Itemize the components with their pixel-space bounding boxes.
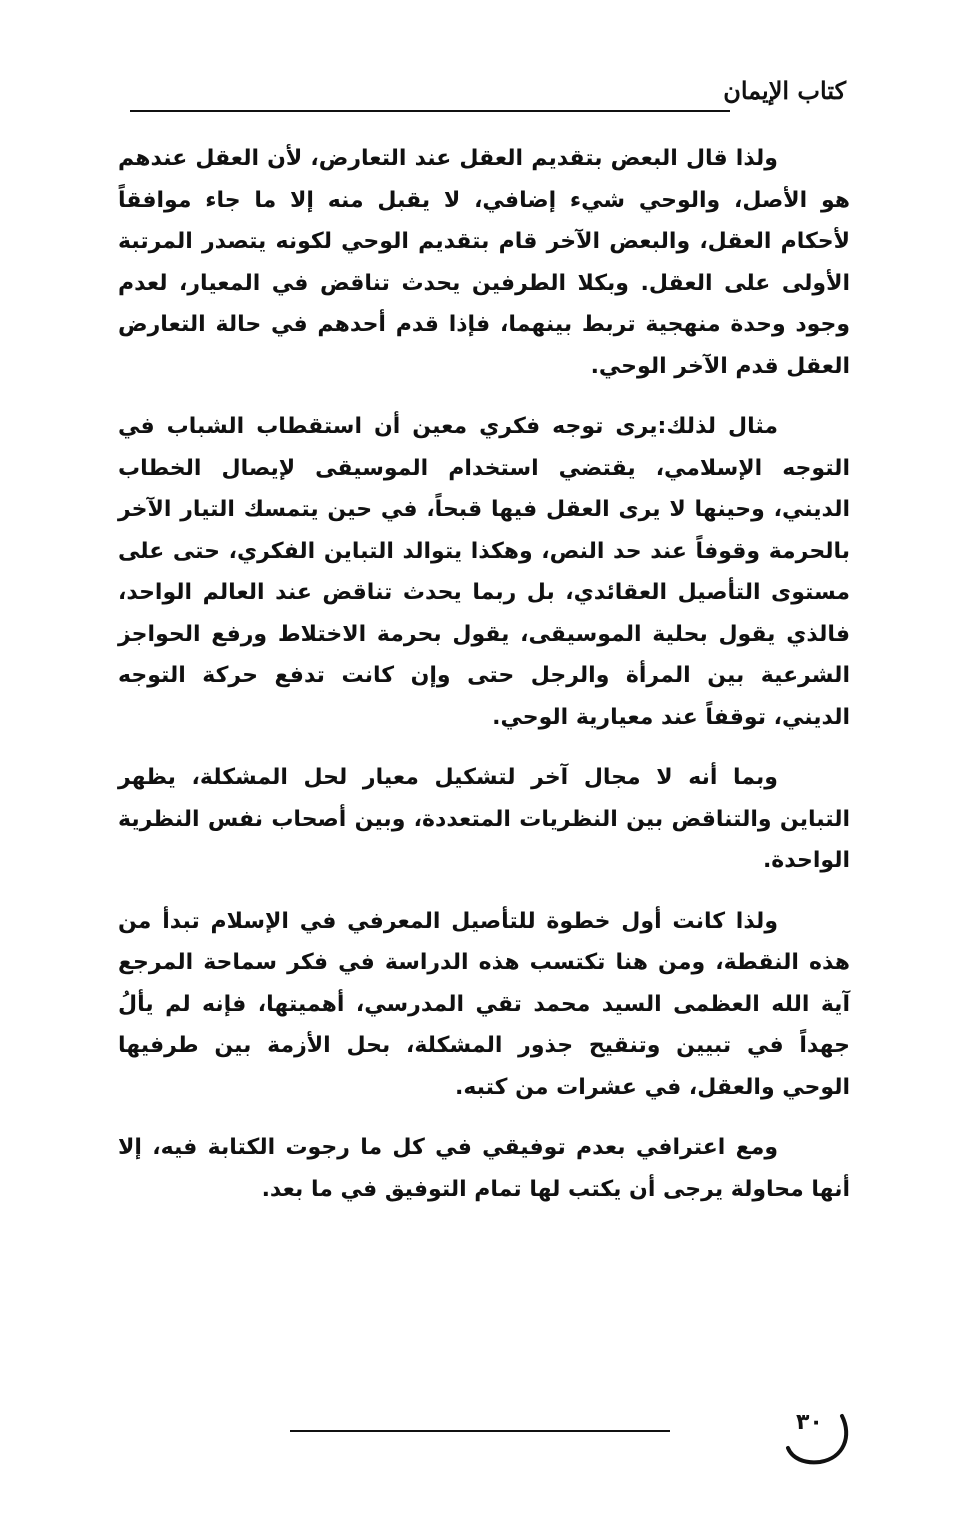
paragraph-2: مثال لذلك:يرى توجه فكري معين أن استقطاب الشباب في التوجه الإسلامي، يقتضي استخدام الموسيقى لإيصال الخطاب الديني، وحينها لا يرى العقل فيها قبحاً، في حين يتمسك التيار الآخر بالحرمة وقوفاً عند حد النص، وهكذا يتوالد التباين الفكري، حتى على مستوى التأصيل العقائدي، بل ربما يحدث تناقض عند العالم الواحد، فالذي يقول بحلية الموسيقى، يقول بحرمة الاختلاط ورفع الحواجز الشرعية بين المرأة والرجل حتى وإن كانت تدفع حركة التوجه الديني، توقفاً عند معيارية الوحي. — [118, 414, 850, 730]
page-number-block — [782, 1408, 854, 1472]
footer-rule — [290, 1430, 670, 1432]
paragraph-3: وبما أنه لا مجال آخر لتشكيل معيار لحل المشكلة، يظهر التباين والتناقض بين النظريات المتعددة، وبين أصحاب نفس النظرية الواحدة. — [118, 765, 850, 873]
paragraph-5: ومع اعترافي بعدم توفيقي في كل ما رجوت الكتابة فيه، إلا أنها محاولة يرجى أن يكتب لها تمام التوفيق في ما بعد. — [118, 1135, 850, 1202]
paragraph-4: ولذا كانت أول خطوة للتأصيل المعرفي في الإسلام تبدأ من هذه النقطة، ومن هنا تكتسب هذه الدراسة في فكر سماحة المرجع آية الله العظمى السيد محمد تقي المدرسي، أهميتها، فإنه لم يألُ جهداً في تبيين وتنقيح جذور المشكلة، بحل الأزمة بين طرفيها الوحي والعقل، في عشرات من كتبه. — [118, 908, 850, 1100]
page-body — [118, 138, 850, 1229]
page-number: ٣٠ — [796, 1410, 823, 1435]
book-logo-text: كتاب الإيمان — [723, 76, 846, 105]
page-header — [130, 72, 850, 122]
paragraph-1: ولذا قال البعض بتقديم العقل عند التعارض، لأن العقل عندهم هو الأصل، والوحي شيء إضافي، لا يقبل منه إلا ما جاء موافقاً لأحكام العقل، والبعض الآخر قام بتقديم الوحي لكونه يتصدر المرتبة الأولى على العقل. وبكلا الطرفين يحدث تناقض في المعيار، لعدم وجود وحدة منهجية تربط بينهما، فإذا قدم أحدهم في حالة التعارض العقل قدم الآخر الوحي. — [118, 146, 850, 379]
book-logo — [720, 72, 850, 120]
header-rule — [130, 110, 730, 112]
